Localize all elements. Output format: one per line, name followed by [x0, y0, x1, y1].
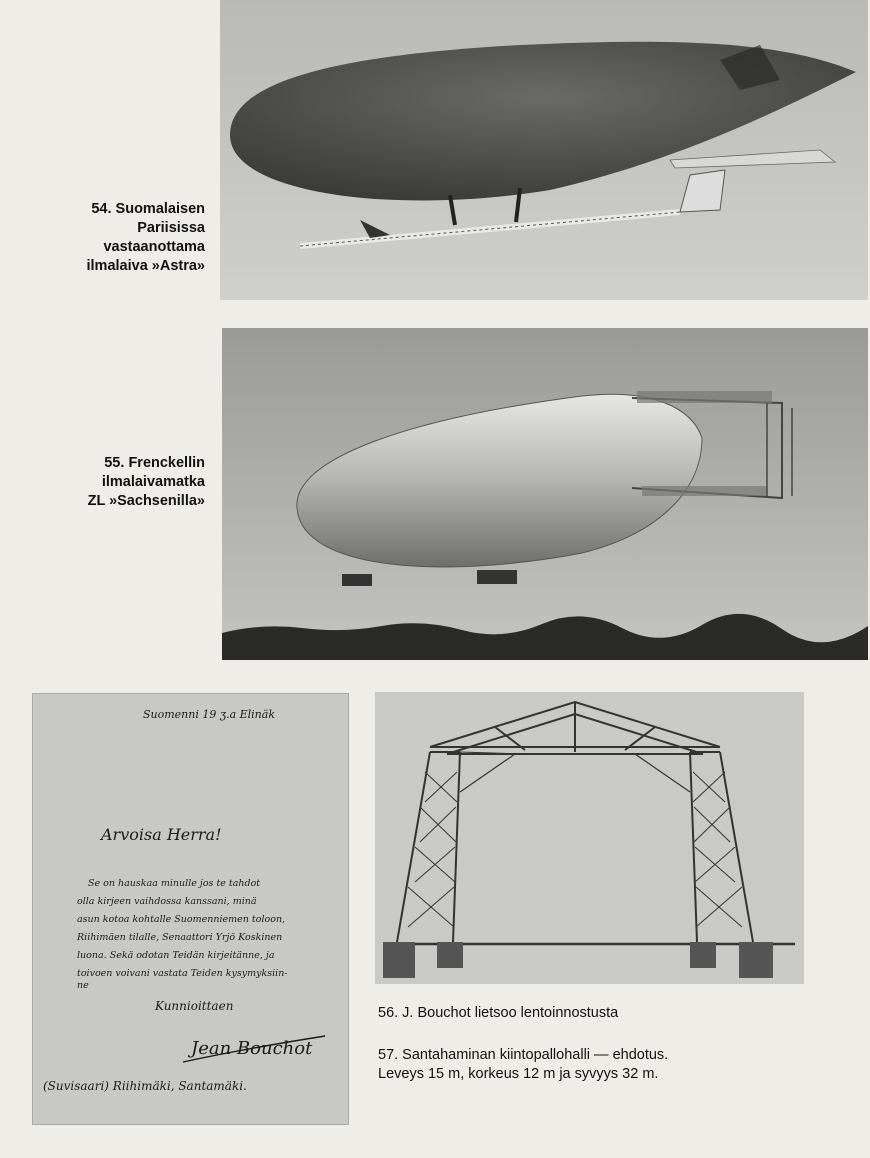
handwritten-letter: [32, 693, 349, 1125]
caption-54: [20, 200, 205, 276]
letter-line-3: asun kotoa kohtalle Suomenniemen toloon,: [77, 914, 286, 925]
caption-55: [20, 454, 205, 511]
letter-line-1: Se on hauskaa minulle jos te tahdot: [88, 878, 261, 889]
caption-54-line-2: Pariisissa: [137, 220, 205, 236]
caption-55-line-1: Frenckellin: [128, 455, 205, 471]
letter-line-6: toivoen voivani vastata Teiden kysymyksiin-: [77, 968, 288, 979]
letter-closing: Kunnioittaen: [155, 999, 234, 1013]
letter-line-5: luona. Sekä odotan Teidän kirjeitänne, ja: [77, 950, 275, 961]
caption-57-line-1: 57. Santahaminan kiintopallohalli — ehdotus.: [378, 1047, 669, 1063]
letter-address: (Suvisaari) Riihimäki, Santamäki.: [43, 1079, 247, 1093]
hangar-drawing: [375, 692, 804, 984]
letter-place-date: Suomenni 19 ʒ.a Elinäk: [143, 708, 275, 721]
caption-55-number: 55.: [104, 455, 125, 471]
caption-54-line-1: Suomalaisen: [115, 201, 205, 217]
caption-56-text: 56. J. Bouchot lietsoo lentoinnostusta: [378, 1005, 619, 1021]
letter-signature: Jean Bouchot: [191, 1038, 313, 1059]
caption-57: [378, 1046, 858, 1084]
letter-line-4: Riihimäen tilalle, Senaattori Yrjö Koskinen: [77, 932, 283, 943]
caption-54-number: 54.: [91, 201, 112, 217]
caption-55-line-3: ZL »Sachsenilla»: [87, 493, 205, 509]
letter-greeting: Arvoisa Herra!: [101, 825, 222, 844]
caption-55-line-2: ilmalaivamatka: [101, 474, 205, 490]
caption-57-line-2: Leveys 15 m, korkeus 12 m ja syvyys 32 m.: [378, 1066, 659, 1082]
photo-astra-airship: [220, 0, 868, 300]
caption-56: [378, 1004, 858, 1023]
letter-line-7: ne: [77, 980, 89, 991]
caption-54-line-3: vastaanottama: [103, 239, 205, 255]
caption-54-line-4: ilmalaiva »Astra»: [86, 258, 205, 274]
photo-sachsen-airship: [222, 328, 868, 660]
letter-line-2: olla kirjeen vaihdossa kanssani, minä: [77, 896, 257, 907]
